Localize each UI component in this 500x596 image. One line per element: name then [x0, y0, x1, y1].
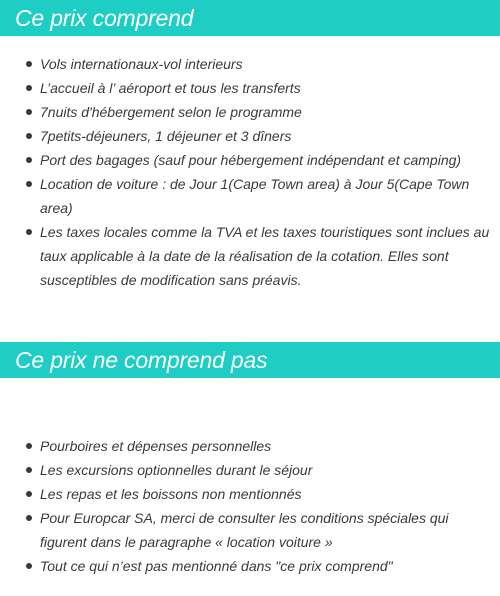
bullet-icon	[26, 157, 32, 163]
included-item	[0, 100, 500, 124]
bullet-icon	[26, 515, 32, 521]
included-section-title: Ce prix comprend	[15, 4, 194, 31]
bullet-icon	[26, 61, 32, 67]
excluded-list	[0, 434, 500, 578]
included-item-text: 7nuits d'hébergement selon le programme	[40, 104, 302, 120]
included-item	[0, 52, 500, 76]
included-list	[0, 52, 500, 292]
bullet-icon	[26, 133, 32, 139]
bullet-icon	[26, 563, 32, 569]
excluded-item	[0, 554, 500, 578]
included-section-header	[0, 0, 500, 36]
included-item	[0, 220, 500, 292]
included-item	[0, 172, 500, 220]
bullet-icon	[26, 443, 32, 449]
bullet-icon	[26, 109, 32, 115]
excluded-section-header	[0, 342, 500, 378]
excluded-item	[0, 482, 500, 506]
excluded-item-text: Tout ce qui n’est pas mentionné dans "ce prix comprend"	[40, 558, 393, 574]
included-item	[0, 148, 500, 172]
bullet-icon	[26, 467, 32, 473]
included-item-text: L’accueil à l’ aéroport et tous les transferts	[40, 80, 301, 96]
excluded-item	[0, 458, 500, 482]
excluded-item	[0, 434, 500, 458]
included-item-text: 7petits-déjeuners, 1 déjeuner et 3 dîners	[40, 128, 292, 144]
excluded-item	[0, 506, 500, 554]
excluded-item-text: Pour Europcar SA, merci de consulter les conditions spéciales qui figurent dans le paragraphe « location voiture »	[40, 510, 449, 550]
excluded-item-text: Pourboires et dépenses personnelles	[40, 438, 272, 454]
included-item-text: Vols internationaux-vol interieurs	[40, 56, 243, 72]
excluded-item-text: Les repas et les boissons non mentionnés	[40, 486, 302, 502]
excluded-section-title: Ce prix ne comprend pas	[15, 346, 268, 373]
included-item	[0, 76, 500, 100]
bullet-icon	[26, 229, 32, 235]
bullet-icon	[26, 181, 32, 187]
included-item-text: Les taxes locales comme la TVA et les taxes touristiques sont inclues au taux applicable à la date de la réalisation de la cotation. Elles sont susceptibles de modification sans préavis.	[40, 224, 490, 288]
bullet-icon	[26, 85, 32, 91]
included-item-text: Location de voiture : de Jour 1(Cape Town area) à Jour 5(Cape Town area)	[40, 176, 470, 216]
included-item-text: Port des bagages (sauf pour hébergement indépendant et camping)	[40, 152, 462, 168]
excluded-item-text: Les excursions optionnelles durant le séjour	[40, 462, 313, 478]
bullet-icon	[26, 491, 32, 497]
included-item	[0, 124, 500, 148]
